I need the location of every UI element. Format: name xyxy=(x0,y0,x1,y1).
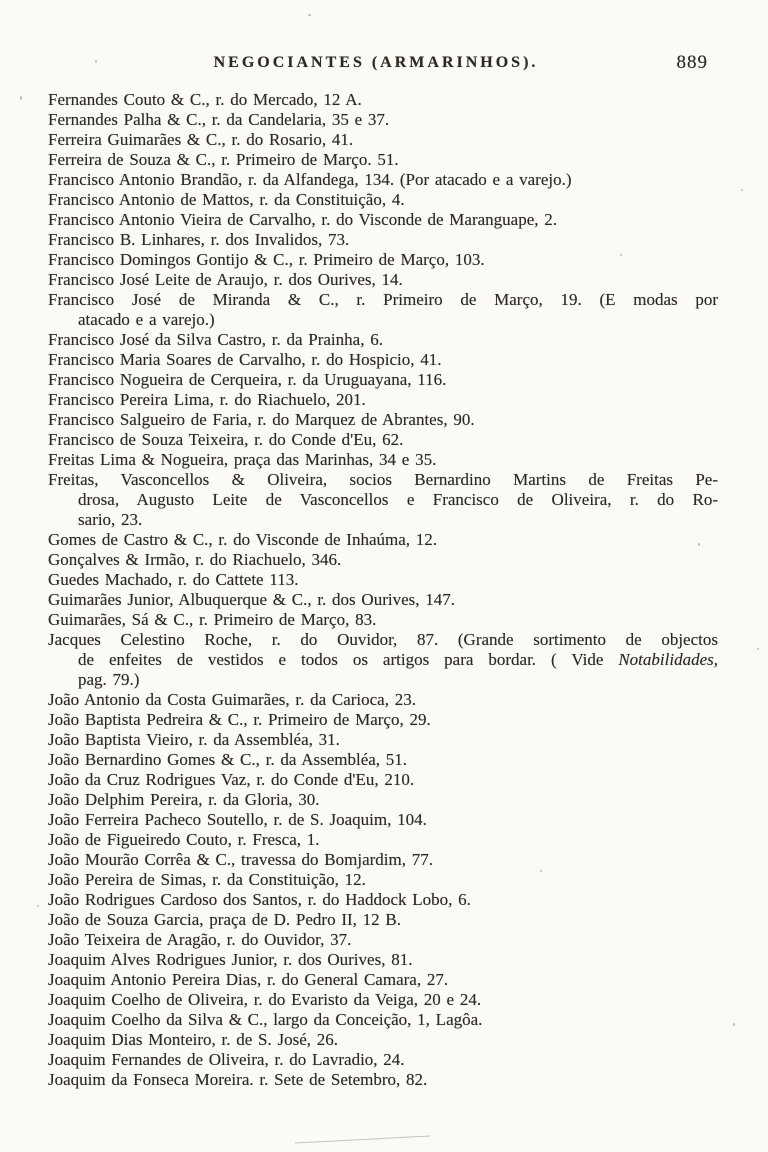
entry-text-segment: atacado e a varejo.) xyxy=(78,310,215,329)
entry-line xyxy=(48,250,718,270)
entry-text-segment: Joaquim Fernandes de Oliveira, r. do Lavradio, 24. xyxy=(48,1050,405,1069)
directory-entry xyxy=(48,350,718,370)
directory-entry xyxy=(48,1050,718,1070)
entry-line xyxy=(48,190,718,210)
directory-entry xyxy=(48,530,718,550)
entry-text-segment: Joaquim da Fonseca Moreira. r. Sete de Setembro, 82. xyxy=(48,1070,428,1089)
entry-line xyxy=(48,290,718,310)
entry-line xyxy=(48,730,718,750)
directory-entry xyxy=(48,710,718,730)
entry-line xyxy=(48,350,718,370)
scan-speck xyxy=(308,14,311,16)
directory-entry xyxy=(48,990,718,1010)
entry-text-segment: João Baptista Pedreira & C., r. Primeiro de Março, 29. xyxy=(48,710,431,729)
directory-entry xyxy=(48,430,718,450)
entry-line xyxy=(48,1050,718,1070)
directory-entry xyxy=(48,610,718,630)
entry-line xyxy=(48,950,718,970)
directory-entry xyxy=(48,550,718,570)
directory-entry xyxy=(48,910,718,930)
directory-entry xyxy=(48,150,718,170)
scan-speck xyxy=(741,189,743,191)
directory-entry xyxy=(48,450,718,470)
directory-entry xyxy=(48,850,718,870)
directory-entry xyxy=(48,570,718,590)
directory-entry xyxy=(48,210,718,230)
entry-text-segment: Francisco Pereira Lima, r. do Riachuelo, 201. xyxy=(48,390,366,409)
entry-text-segment: Notabilidades, xyxy=(618,650,718,669)
entry-line xyxy=(48,970,718,990)
entry-line xyxy=(48,150,718,170)
entry-list xyxy=(0,80,768,1090)
entry-line xyxy=(48,570,718,590)
entry-line xyxy=(48,390,718,410)
entry-line xyxy=(48,850,718,870)
entry-text-segment: João Bernardino Gomes & C., r. da Assembléa, 51. xyxy=(48,750,408,769)
entry-line xyxy=(48,910,718,930)
entry-text-segment: João da Cruz Rodrigues Vaz, r. do Conde d'Eu, 210. xyxy=(48,770,415,789)
page-number: 889 xyxy=(676,52,708,73)
entry-line xyxy=(48,870,718,890)
entry-text-segment: Joaquim Coelho de Oliveira, r. do Evaristo da Veiga, 20 e 24. xyxy=(48,990,482,1009)
entry-line xyxy=(48,490,718,510)
page-header xyxy=(0,0,768,80)
directory-entry xyxy=(48,170,718,190)
directory-entry xyxy=(48,830,718,850)
entry-text-segment: Freitas, Vasconcellos & Oliveira, socios Bernardino Martins de Freitas Pe- xyxy=(48,470,718,489)
entry-line xyxy=(48,930,718,950)
scan-speck xyxy=(757,648,759,650)
directory-entry xyxy=(48,970,718,990)
directory-entry xyxy=(48,130,718,150)
entry-text-segment: Francisco Antonio Brandão, r. da Alfandega, 134. (Por atacado e a varejo.) xyxy=(48,170,572,189)
entry-line xyxy=(48,1010,718,1030)
directory-entry xyxy=(48,870,718,890)
entry-text-segment: João Ferreira Pacheco Soutello, r. de S. Joaquim, 104. xyxy=(48,810,427,829)
entry-text-segment: Guimarães, Sá & C., r. Primeiro de Março, 83. xyxy=(48,610,377,629)
entry-text-segment: Fernandes Palha & C., r. da Candelaria, 35 e 37. xyxy=(48,110,390,129)
entry-line xyxy=(48,1030,718,1050)
entry-text-segment: sario, 23. xyxy=(78,510,143,529)
entry-line xyxy=(48,470,718,490)
directory-entry xyxy=(48,730,718,750)
entry-line xyxy=(48,130,718,150)
entry-text-segment: Francisco Antonio Vieira de Carvalho, r. do Visconde de Maranguape, 2. xyxy=(48,210,557,229)
entry-text-segment: Guedes Machado, r. do Cattete 113. xyxy=(48,570,299,589)
scan-speck xyxy=(20,96,22,100)
entry-text-segment: pag. 79.) xyxy=(78,670,140,689)
scan-speck xyxy=(95,60,97,63)
entry-text-segment: Fernandes Couto & C., r. do Mercado, 12 A. xyxy=(48,90,362,109)
entry-line xyxy=(48,270,718,290)
entry-text-segment: de enfeites de vestidos e todos os artigos para bordar. ( Vide xyxy=(78,650,619,669)
entry-text-segment: Joaquim Dias Monteiro, r. de S. José, 26. xyxy=(48,1030,339,1049)
entry-text-segment: Joaquim Alves Rodrigues Junior, r. dos Ourives, 81. xyxy=(48,950,413,969)
entry-line xyxy=(48,630,718,650)
scan-speck xyxy=(37,905,39,907)
directory-entry xyxy=(48,190,718,210)
directory-entry xyxy=(48,1070,718,1090)
page-title: NEGOCIANTES (ARMARINHOS). xyxy=(213,54,539,71)
directory-entry xyxy=(48,470,718,530)
directory-entry xyxy=(48,930,718,950)
directory-entry xyxy=(48,770,718,790)
entry-line xyxy=(48,230,718,250)
entry-line xyxy=(48,410,718,430)
entry-text-segment: Joaquim Coelho da Silva & C., largo da Conceição, 1, Lagôa. xyxy=(48,1010,483,1029)
entry-line xyxy=(48,830,718,850)
directory-entry xyxy=(48,1010,718,1030)
entry-line xyxy=(48,890,718,910)
entry-line xyxy=(48,550,718,570)
directory-entry xyxy=(48,890,718,910)
entry-text-segment: João de Souza Garcia, praça de D. Pedro II, 12 B. xyxy=(48,910,401,929)
entry-text-segment: João de Figueiredo Couto, r. Fresca, 1. xyxy=(48,830,320,849)
entry-text-segment: João Antonio da Costa Guimarães, r. da Carioca, 23. xyxy=(48,690,416,709)
entry-line xyxy=(48,430,718,450)
entry-line xyxy=(48,530,718,550)
entry-line xyxy=(48,170,718,190)
directory-entry xyxy=(48,810,718,830)
entry-line xyxy=(48,770,718,790)
scan-artifact-line xyxy=(295,1135,430,1143)
entry-line xyxy=(48,90,718,110)
entry-text-segment: Ferreira Guimarães & C., r. do Rosario, 41. xyxy=(48,130,354,149)
entry-line xyxy=(48,790,718,810)
directory-entry xyxy=(48,230,718,250)
directory-entry xyxy=(48,370,718,390)
directory-entry xyxy=(48,690,718,710)
entry-text-segment: Francisco B. Linhares, r. dos Invalidos, 73. xyxy=(48,230,350,249)
entry-text-segment: Francisco Domingos Gontijo & C., r. Primeiro de Março, 103. xyxy=(48,250,485,269)
entry-text-segment: Francisco José de Miranda & C., r. Primeiro de Março, 19. (E modas por xyxy=(48,290,718,309)
entry-text-segment: Francisco José da Silva Castro, r. da Prainha, 6. xyxy=(48,330,383,349)
entry-line xyxy=(48,210,718,230)
scan-speck xyxy=(698,543,700,546)
entry-line xyxy=(48,710,718,730)
directory-entry xyxy=(48,790,718,810)
entry-text-segment: Gomes de Castro & C., r. do Visconde de Inhaúma, 12. xyxy=(48,530,438,549)
directory-entry xyxy=(48,950,718,970)
directory-entry xyxy=(48,90,718,110)
directory-entry xyxy=(48,330,718,350)
entry-text-segment: Guimarães Junior, Albuquerque & C., r. dos Ourives, 147. xyxy=(48,590,455,609)
directory-entry xyxy=(48,1030,718,1050)
entry-line xyxy=(48,990,718,1010)
entry-line xyxy=(48,810,718,830)
entry-text-segment: Ferreira de Souza & C., r. Primeiro de Março. 51. xyxy=(48,150,399,169)
scan-speck xyxy=(620,254,622,256)
entry-line xyxy=(48,650,718,670)
directory-entry xyxy=(48,750,718,770)
entry-line xyxy=(48,510,718,530)
entry-line xyxy=(48,690,718,710)
entry-line xyxy=(48,750,718,770)
directory-entry xyxy=(48,270,718,290)
entry-text-segment: João Teixeira de Aragão, r. do Ouvidor, 37. xyxy=(48,930,352,949)
entry-text-segment: Francisco José Leite de Araujo, r. dos Ourives, 14. xyxy=(48,270,403,289)
entry-text-segment: Francisco Maria Soares de Carvalho, r. do Hospicio, 41. xyxy=(48,350,442,369)
directory-entry xyxy=(48,110,718,130)
entry-line xyxy=(48,310,718,330)
entry-line xyxy=(48,110,718,130)
entry-text-segment: João Mourão Corrêa & C., travessa do Bomjardim, 77. xyxy=(48,850,433,869)
entry-line xyxy=(48,1070,718,1090)
entry-line xyxy=(48,670,718,690)
entry-line xyxy=(48,330,718,350)
directory-entry xyxy=(48,290,718,330)
entry-text-segment: João Delphim Pereira, r. da Gloria, 30. xyxy=(48,790,320,809)
entry-text-segment: Francisco de Souza Teixeira, r. do Conde d'Eu, 62. xyxy=(48,430,404,449)
entry-text-segment: Jacques Celestino Roche, r. do Ouvidor, 87. (Grande sortimento de objectos xyxy=(48,630,718,649)
scan-speck xyxy=(733,1023,735,1026)
entry-text-segment: João Rodrigues Cardoso dos Santos, r. do Haddock Lobo, 6. xyxy=(48,890,471,909)
entry-text-segment: Francisco Antonio de Mattos, r. da Constituição, 4. xyxy=(48,190,405,209)
entry-line xyxy=(48,370,718,390)
directory-entry xyxy=(48,590,718,610)
entry-text-segment: Francisco Nogueira de Cerqueira, r. da Uruguayana, 116. xyxy=(48,370,447,389)
directory-entry xyxy=(48,250,718,270)
entry-line xyxy=(48,450,718,470)
entry-text-segment: drosa, Augusto Leite de Vasconcellos e Francisco de Oliveira, r. do Ro- xyxy=(78,490,718,509)
scan-speck xyxy=(540,870,542,872)
entry-text-segment: Francisco Salgueiro de Faria, r. do Marquez de Abrantes, 90. xyxy=(48,410,475,429)
directory-entry xyxy=(48,410,718,430)
entry-text-segment: João Pereira de Simas, r. da Constituição, 12. xyxy=(48,870,366,889)
entry-text-segment: João Baptista Vieiro, r. da Assembléa, 31. xyxy=(48,730,340,749)
directory-entry xyxy=(48,630,718,690)
entry-line xyxy=(48,610,718,630)
directory-entry xyxy=(48,390,718,410)
entry-text-segment: Freitas Lima & Nogueira, praça das Marinhas, 34 e 35. xyxy=(48,450,437,469)
entry-line xyxy=(48,590,718,610)
entry-text-segment: Gonçalves & Irmão, r. do Riachuelo, 346. xyxy=(48,550,342,569)
entry-text-segment: Joaquim Antonio Pereira Dias, r. do General Camara, 27. xyxy=(48,970,449,989)
